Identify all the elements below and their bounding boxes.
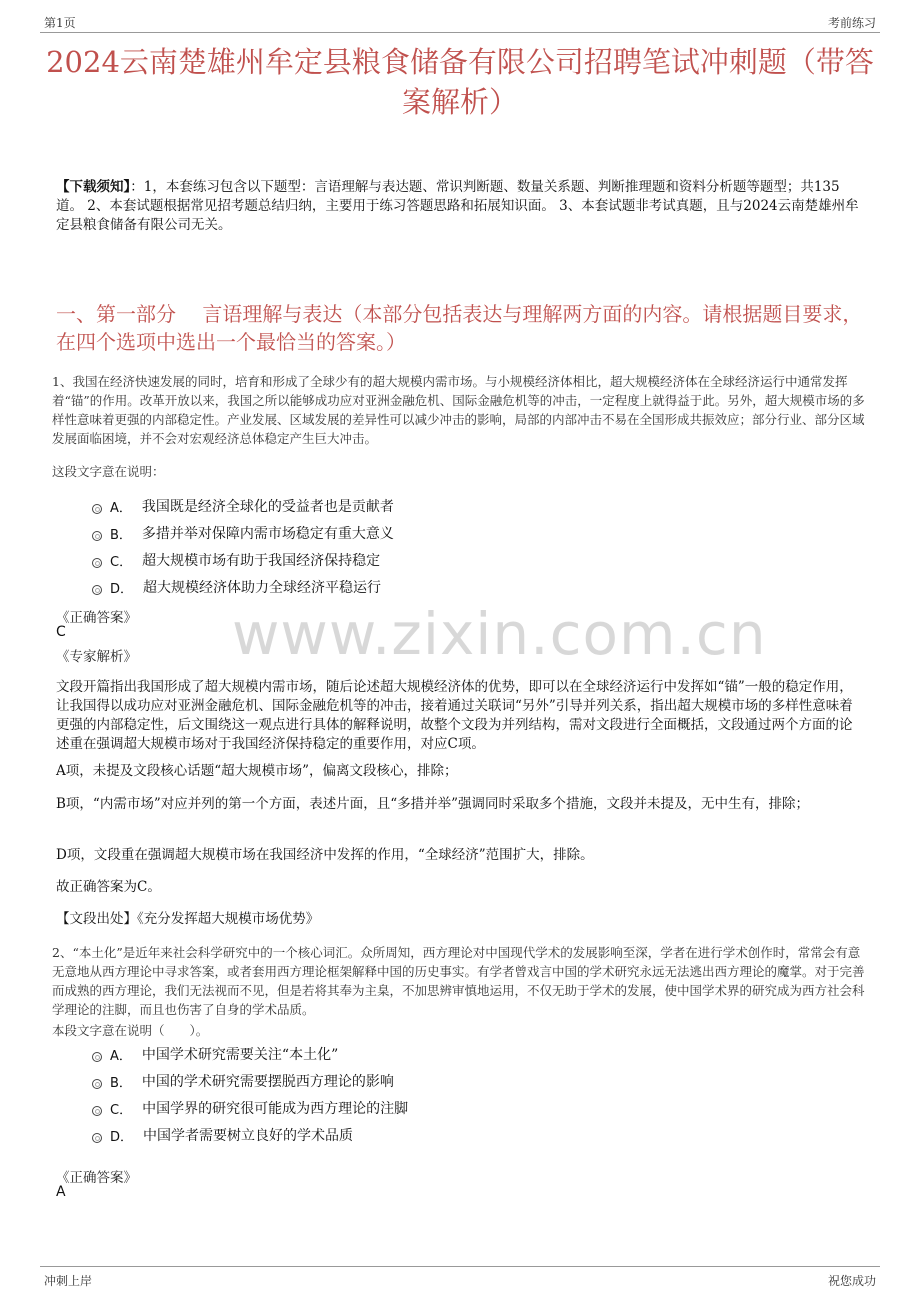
q1-analysis-label: 《专家解析》	[56, 649, 137, 665]
q1-answer-label: 《正确答案》	[56, 610, 137, 626]
section-heading: 一、第一部分 言语理解与表达（本部分包括表达与理解两方面的内容。请根据题目要求，在四个选项中选出一个最恰当的答案。）	[56, 302, 863, 354]
q1-option-d[interactable]: D． 超大规模经济体助力全球经济平稳运行	[92, 577, 381, 597]
footer-right: 祝您成功	[827, 1274, 876, 1288]
question-1-text: 1、我国在经济快速发展的同时，培育和形成了全球少有的超大规模内需市场。与小规模经济体相比，超大规模经济体在全球经济运行中通常发挥着“锚”的作用。改革开放以来，我国之所以能够成功应对亚洲金融危机、国际金融危机等的冲击，一定程度上就得益于此。另外，超大规模市场的多样性意味着更强的内部稳定性。产业发展、区域发展的差异性可以减少冲击的影响，局部的内部冲击不易在全国形成共振效应；部分行业、部分区域发展面临困境，并不会对宏观经济总体稳定产生巨大冲击。	[52, 374, 865, 446]
q2-option-b[interactable]: B． 中国的学术研究需要摆脱西方理论的影响	[92, 1071, 394, 1091]
q2-option-d[interactable]: D． 中国学者需要树立良好的学术品质	[92, 1125, 353, 1145]
radio-icon[interactable]	[92, 504, 102, 514]
watermark: www.zixin.com.cn	[232, 600, 767, 668]
q2-answer-label: 《正确答案》	[56, 1170, 137, 1186]
footer-left: 冲刺上岸	[44, 1274, 93, 1288]
radio-icon[interactable]	[92, 558, 102, 568]
download-notice	[56, 178, 864, 235]
radio-icon[interactable]	[92, 1133, 102, 1143]
radio-icon[interactable]	[92, 531, 102, 541]
q1-analysis-d: D项，文段重在强调超大规模市场在我国经济中发挥的作用，“全球经济”范围扩大，排除。	[56, 847, 594, 863]
question-1-prompt: 这段文字意在说明：	[52, 464, 165, 479]
page-number: 第1页	[44, 16, 76, 30]
q1-answer-value: C	[56, 624, 66, 640]
q1-analysis-b: B项，“内需市场”对应并列的第一个方面，表述片面，且“多措并举”强调同时采取多个措施，文段并未提及，无中生有，排除；	[56, 796, 810, 812]
header-divider	[40, 32, 880, 33]
q1-analysis-main: 文段开篇指出我国形成了超大规模内需市场，随后论述超大规模经济体的优势，即可以在全球经济运行中发挥如“锚”一般的稳定作用，让我国得以成功应对亚洲金融危机、国际金融危机等的冲击，接着通过关联词“另外”引导并列关系，指出超大规模市场的多样性意味着更强的内部稳定性，后文围绕这一观点进行具体的解释说明，故整个文段为并列结构，需对文段进行全面概括，文段通过两个方面的论述重在强调超大规模市场对于我国经济保持稳定的重要作用，对应C项。	[56, 679, 853, 752]
document-title: 2024云南楚雄州牟定县粮食储备有限公司招聘笔试冲刺题（带答案解析）	[46, 45, 874, 119]
q1-option-a[interactable]: A． 我国既是经济全球化的受益者也是贡献者	[92, 496, 394, 516]
radio-icon[interactable]	[92, 1052, 102, 1062]
question-2-text: 2、“本土化”是近年来社会科学研究中的一个核心词汇。众所周知，西方理论对中国现代学术的发展影响至深，学者在进行学术创作时，常常会有意无意地从西方理论中寻求答案，或者套用西方理论框架解释中国的历史事实。有学者曾戏言中国的学术研究永远无法逃出西方理论的魔掌。对于完善而成熟的西方理论，我们无法视而不见，但是若将其奉为主臬，不加思辨审慎地运用，不仅无助于学术的发展，使中国学术界的研究成为西方社会科学理论的注脚，而且也伤害了自身的学术品质。	[52, 945, 865, 1017]
q1-analysis-conclusion: 故正确答案为C。	[56, 879, 161, 895]
q2-option-c[interactable]: C． 中国学界的研究很可能成为西方理论的注脚	[92, 1098, 408, 1118]
notice-text: ：1，本套练习包含以下题型：言语理解与表达题、常识判断题、数量关系题、判断推理题和资料分析题等题型；共135道。 2、本套试题根据常见招考题总结归纳，主要用于练习答题思路和拓展知识面。 3、本套试题非考试真题，且与2024云南楚雄州牟定县粮食储备有限公司无关。	[56, 179, 859, 233]
radio-icon[interactable]	[92, 1079, 102, 1089]
radio-icon[interactable]	[92, 585, 102, 595]
q1-analysis-a: A项，未提及文段核心话题“超大规模市场”，偏离文段核心，排除；	[56, 763, 458, 779]
radio-icon[interactable]	[92, 1106, 102, 1116]
header-label: 考前练习	[827, 16, 876, 30]
q1-source: 【文段出处】《充分发挥超大规模市场优势》	[56, 911, 320, 927]
q1-option-b[interactable]: B． 多措并举对保障内需市场稳定有重大意义	[92, 523, 394, 543]
notice-prefix: 【下载须知】	[56, 179, 131, 195]
q2-option-a[interactable]: A． 中国学术研究需要关注“本土化”	[92, 1044, 338, 1064]
q2-answer-value: A	[56, 1184, 66, 1200]
footer-divider	[40, 1266, 880, 1267]
question-2-prompt: 本段文字意在说明（ ）。	[52, 1023, 209, 1038]
q1-option-c[interactable]: C． 超大规模市场有助于我国经济保持稳定	[92, 550, 380, 570]
